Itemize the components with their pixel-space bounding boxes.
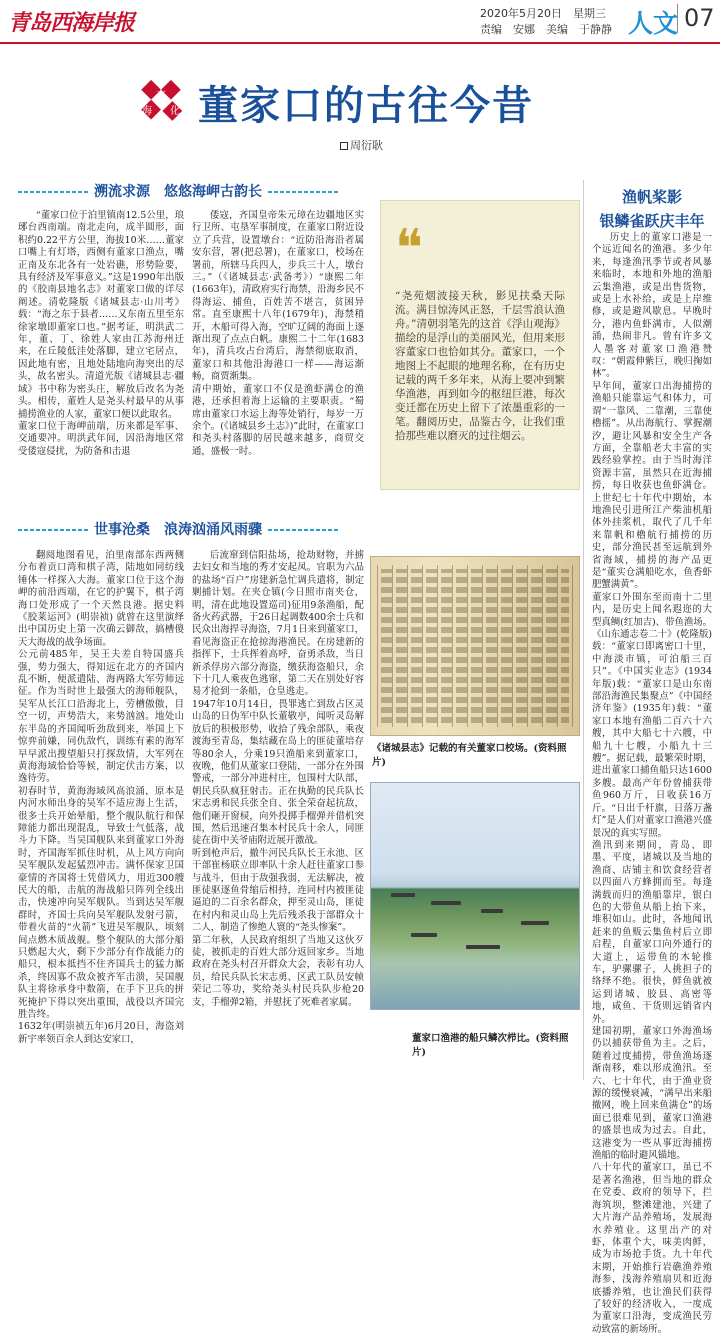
gazetteer-photo [370, 556, 580, 736]
column-2 [192, 210, 364, 510]
subheading-1-text: 溯流求源 悠悠海岬古韵长 [94, 184, 262, 200]
issue-date: 2020年5月20日 [480, 7, 562, 20]
byline [340, 137, 383, 153]
page-number: 07 [677, 4, 715, 32]
section-name: 人文 [628, 9, 679, 38]
subheading-1 [18, 181, 338, 201]
column-1 [18, 210, 184, 510]
pull-quote-text: “尧苑烟波接天秋，影见扶桑天际流。满目惊涛风正怒，千层雪浪认渔舟。”清朝羽笔先的这首《浮山观海》描绘的是浮山的美丽风光，但用来形容董家口也恰如其分。董家口，一个地图上不起眼的地理名称，在有历史记载的两千多年来，从海上要冲到繁华渔港，再到如今的枢纽巨港，每次变迁都在历史上留下了浓墨重彩的一笔。翻阅历史，品鉴古今，让我们重拾那些难以磨灭的过往烟云。 [395, 290, 565, 442]
masthead [0, 0, 720, 44]
column-1-text: “董家口位于泊里镇南12.5公里，琅琊台西南端。南北走向，成半圆形，面积约0.22平方公里，海拔10米……董家口嘴上有灯塔，西侧有董家口渔点，嘴正南及东北各有一处岩礁，形势险要，具有经济及军事意义。”这是1990年出版的《胶南县地名志》对董家口做的详尽阐述。清乾隆版《诸城县志·山川考》载：“海之东于县者……又东南五里至东徐家墩即董家口也。”据考证，明洪武二年，董、丁、徐姓人家由江苏海州迁来，在丘陵低洼处落脚，建立宅居点，因此地有密，且地处陆地向海突出的尽头，故名密头。清道光版《诸城县志·疆域》书中称为密头庄，解放后改名为尧头。相传，董姓人是尧头村最早的从事捕捞渔业的人家，董家口便以此取名。 董家口位于海岬前端，历来都是军事、交通要冲。明洪武年间，因沿海地区常受倭寇侵扰，为防备和击退 [18, 210, 184, 457]
badge-char-3: 海 [142, 106, 152, 117]
issue-weekday: 星期三 [573, 7, 606, 20]
pull-quote [380, 200, 580, 490]
column-2-text: 倭寇，齐国皇帝朱元璋在边疆地区实行卫所、屯垦军事制度，在董家口附近设立了兵营，设置墩台：“近防沿海沿者属安东营，署(把总署)，在董家口，校场在署前，所辖马兵四人，步兵三十人，墩台三。”（《诸城县志·武备考》）“康熙二年(1663年)，清政府实行海禁，沿海乡民不得海运、捕鱼，百姓苦不堪言，贫困异常。直至康熙十八年(1679年)，海禁稍开，木船可得入海，空旷辽阔的海面上逐渐出现了点点白帆。康熙二十二年(1683年)，清兵攻占台湾后，海禁彻底取消，董家口和其他沿海港口一样——海运渐畅，商贾渐集。 清中期始，董家口不仅是渔虾满仓的渔港，还承担着海上运输的主要职责。“蜀席由董家口水运上海等处销行，每岁一万余个。(《诸城县乡土志》)”此时，在董家口和尧头村落脚的居民越来越多，商贸交通，盛极一时。 [192, 210, 364, 457]
column-5-text: 历史上的董家口港是一个远近闻名的渔港。多少年来，每逢渔汛季节或者风暴来临时，本地和外地的渔船云集渔港，或是出售货物，或是上水补给，或是上岸维修，或是避风歇息。早晚时分，港内鱼虾满市，人似潮涌，热闹非凡。曾有许多文人墨客对董家口渔港赞叹：“朝霞伸紫巨，晚归掬如林”。 早年间，董家口出海捕捞的渔船只能靠运气和体力，可谓“一靠风、二靠潮，三靠使櫓摇”。从出海航行、掌握潮汐，避让风暴和安全生产各方面，全靠船老大丰富的实践经验掌控。由于当时海洋资源丰富，虽然只在近海捕捞，每日收获也鱼虾满仓。上世纪七十年代中期始，本地渔民引进所江产柴油机船体外挂浆机，取代了几千年来靠帆和櫓航行捕捞的历史，部分渔民甚至远航到外省海域，捕捞的海产品更是“董实仓满船吃水，鱼香虾肥蟹满黄”。 董家口外围东至而南十二里内，是历史上闻名遐迩的大型真鲷(红加吉)、带鱼渔场。《山东通志卷二十》(乾隆版)载：“董家口即离密口十里，中海淡市镇，可泊船三百只”。《中国实业志》(1934年版)载：“董家口是山东南部沿海渔民集聚点”《中国经济年鉴》(1935年)载：“董家口本地有渔船二百六十六艘，其中大船七十六艘，中船九十七艘，小船九十三艘”。据记载，最繁荣时期，进出董家口捕鱼船只达1600多艘。最高产年份曾捕获带鱼960万斤，日收获16万斤。“日出千杆旗，日落万盏灯”是人们对董家口渔港兴盛景况的真实写照。 渔汛到来期间，青岛、即墨、平度，诸城以及当地的渔商、店铺主和饮食经营者以四面八方蜂拥而至。每逢满载而归的渔船靠岸，银白色的大带鱼从船上抬下来，堆积如山。此时，各地闻讯赶来的鱼贩云集鱼村后立即启程，自董家口向外通行的大道上，运带鱼的木轮推车，驴骡骡子，人挑担子的络绎不绝。很快，鲜鱼就被运到诸城、胶县、高密等地，咸鱼、干货则远销省内外。 建国初期，董家口外海渔场仍以捕获带鱼为主。之后，随着过度捕捞，带鱼渔场逐渐南移，难以形成渔汛。至六、七十年代，由于渔业资源的缓慢衰减，“满早出来船撤网，晚上回来鱼满仓”的场面已很难见到，董家口渔港的盛景也成为过去。自此，这港变为一些从事近海捕捞渔船的临时避风锚地。 八十年代的董家口，虽已不是著名渔港，但当地的群众在党委、政府的领导下，拦海筑坝，整滩建池，兴建了大片海产品养殖场，发展海水养殖业。这里出产的对虾，体重个大，味美肉鲜，成为市场抢手货。九十年代末期，开始推行岩礁渔养殖海参，浅海养殖扇贝和近海底播养殖，也让渔民们获得了较好的经济收入，一度成为董家口沿海，变成渔民劳动致富的新场所。 [592, 232, 712, 1335]
right-heading-line-2: 银鳞雀跃庆丰年 [599, 212, 705, 230]
subheading-2-text: 世事沧桑 浪涛汹涌风雨骤 [94, 522, 262, 538]
right-heading-line-1: 渔帆桨影 [621, 188, 682, 206]
culture-badge-icon [128, 78, 194, 144]
article-title: 董家口的古往今昔 [198, 83, 534, 129]
right-column-heading [592, 186, 712, 231]
editor-credits: 责编 安娜 美编 于静静 [480, 23, 612, 36]
header-info [480, 6, 612, 38]
subheading-2 [18, 519, 338, 539]
header-rule [0, 42, 720, 44]
badge-char-1: 文 [156, 90, 166, 101]
badge-char-4: 洋 [156, 122, 166, 133]
quote-mark-icon: ❝ [395, 219, 423, 279]
harbor-photo [370, 782, 580, 1010]
harbor-photo-caption: 董家口渔港的船只鳞次栉比。(资料照片) [412, 1033, 569, 1058]
newspaper-logo: 青岛西海岸报 [8, 10, 135, 36]
column-3-text: 翻阅地图看见，泊里南部东西两侧分布着贡口湾和棋子湾，陆地如同纺线锤体一样探入大海。董家口位于这个海岬的前沿西端，在它的护翼下，棋子湾海口处形成了一个天然良港。据史料《胶莱运河》(明崇祯) 就曾在这里演绎出中国历史上第一次确云御敌，搞槽傻天大海战的战争场面。 公元前485年，吴王夫差自特国盛兵强，势力强大，得知远在北方的齐国内乱不断，便派遣陆、海两路大军劳师远征。作为当时世上最强大的海师舰队，吴军从长江口沿海北上，劳槽傲傲，目空一切，声势浩大，来势汹汹。地处山东半岛的齐国闻听劲敌到来，举国上下惊弈前嫌，同仇敌忾，训练有素的海军早早派出搜望船只打探敌情，大军列在黄海海域恰恰等候，制定伏击方案，以逸待劳。 初春时节，黄海海域风高浪涌，原本是内河水师出身的吴军不适应海上生活，很多士兵开始晕船，整个舰队航行和保障能力都出现混乱，导致士气低落，战斗力下降。当吴国舰队来到董家口外海时，齐国海军抓住时机，从上风方向向吴军舰队发起猛烈冲击。满怀保家卫国豪情的齐国将士凭借风力，用近300艘民大的船，击航的海战船只阵列全线出击，快速冲向吴军舰队。当到达吴军舰群时，齐国士兵向吴军舰队发射弓箭，带着火苗的“火箭”飞进吴军舰队，顷刻间点燃木质战舰。整个舰队的大部分船只燃起大火，剩下少部分有作战能力的船只，根本抵挡不住齐国兵士的猛力厮杀，终因寡不敌众被齐军击溃，吴国舰队主将徐承身中数箭，在手下卫兵的拼死掩护下得以突出重围，战役以齐国完胜告终。 1632年(明崇祯五年)6月20日，海盗刘新宇率领百余人到达安家口， [18, 550, 184, 1045]
column-3 [18, 550, 184, 1090]
badge-char-2: 化 [170, 106, 180, 117]
gazetteer-photo-caption: 《诸城县志》记载的有关董家口校场。(资料照片) [372, 743, 567, 768]
column-4-text: 后流窜到信阳盐场，抢劫财物，并掳去妇女和当地的秀才安起凤。官职为六品的盐场“百户”房建新急忙调兵遣将，制定剿捕计划。在夹仓镇(今日照市南夹仓，明，清在此地设置巡司)征用9条渔船，配备火药武器，于26日起调数400余士兵和民众出海捍寻海盗，7月1日来到董家口，看见海盗正在抢掠海港渔民。在房建新的指挥下，士兵挥着高呼，奋勇杀敌，当日新杀俘房六部分海盗，缴获海盗船只，余下十几人乘夜色逃窜，第二天在别处好容易才抢到一条船，仓皇逃走。 1947年10月14日，畏罪逃亡到敌占区灵山岛的日伪军中队长董敬亭，闻听灵岛解放后的积极形势，收拾了残余部队，乘夜渡海至青岛，集结藏在岛上的匪徒董培存等80余人，分乘19只渔船来到董家口，夜晚，他们从董家口登陆，一部分在外围警戒，一部分冲进村庄，包围村大队部，朝民兵队疯狂射击。正在执勤的民兵队长宋志勇和民兵张全自、张全荣奋起抗敌，他们砸开窗棂，向外投掷手榴弹并借机突围，然后迅速召集本村民兵十余人，同匪徒在街中关爷庙附近展开激战。 听到枪声后，撤牛河民兵队长王永池、区干部崔杨联立即率队十余人赶往董家口参与战斗，但由于敌强我弱，无法解决，被匪徒驱逐鱼骨缩后相持，连同村内被匪徒逼迫的二百余名群众，押至灵山岛，匪徒在村内和灵山岛上先后残杀我于部群众十二人，制造了惨绝人寰的“尧头惨案”。 第二年秋，人民政府组织了当地又这伙歹徒，被抓走的百姓大部分返回家乡。当地政府在尧头村召开群众大会，表彰有功人员，给民兵队长宋志勇、区武工队员安帧荣记二等功，奖给尧头村民兵队步枪20支，手榴弹2箱，并慰抚了死难者家属。 [192, 550, 364, 1008]
author-name: 周衍耿 [350, 139, 383, 152]
byline-square-icon [340, 142, 348, 150]
column-4 [192, 550, 364, 1090]
column-divider [583, 180, 584, 1080]
column-5 [592, 232, 712, 1335]
